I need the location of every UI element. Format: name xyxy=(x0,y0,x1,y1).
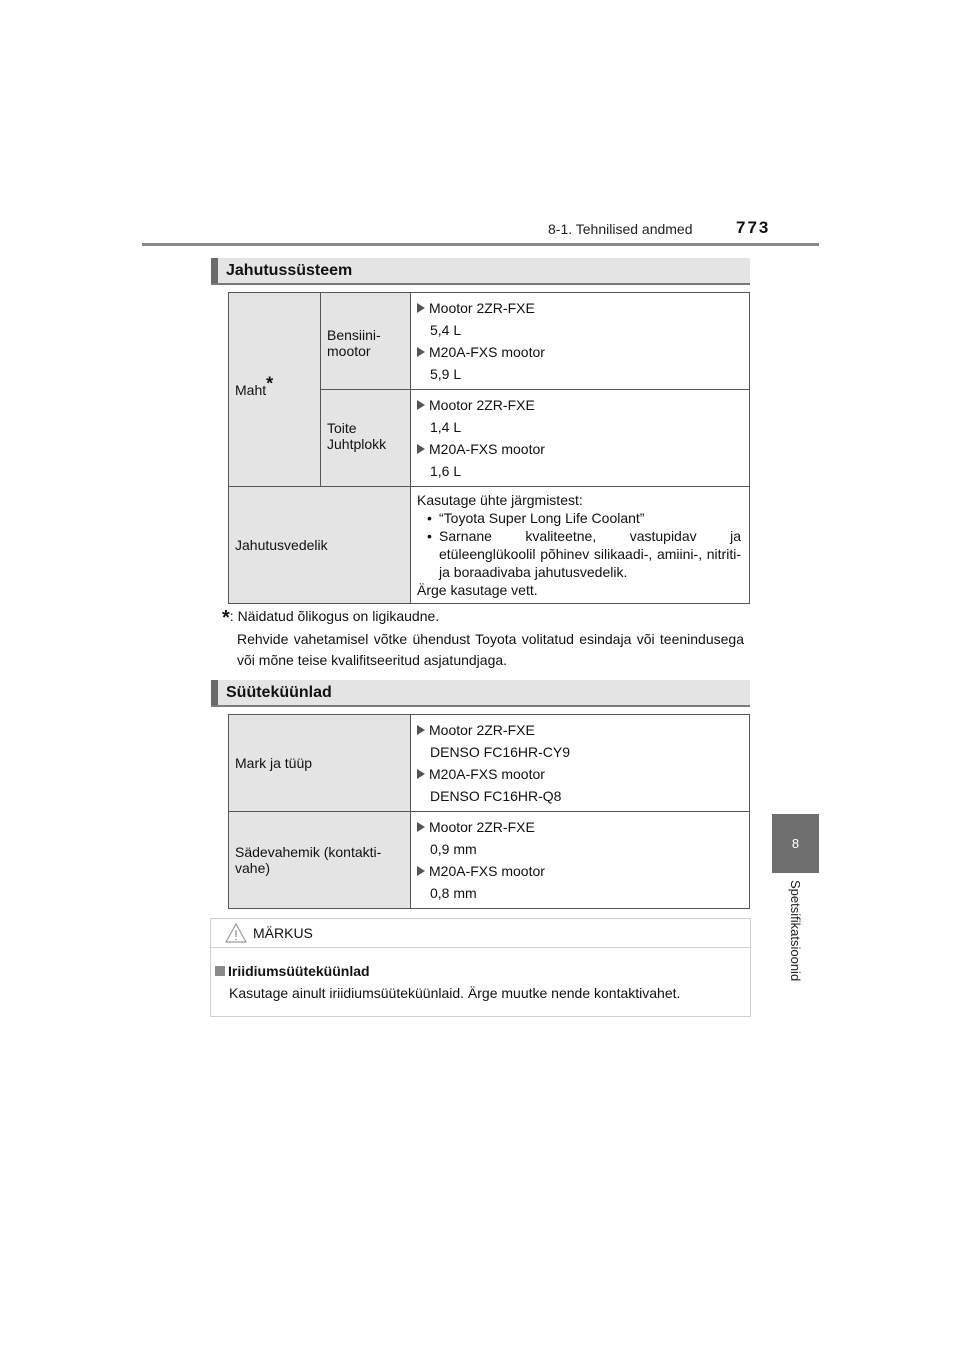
cooling-section-title: Jahutussüsteem xyxy=(226,261,353,279)
coolant-list-item: • “Toyota Super Long Life Coolant” xyxy=(417,509,741,527)
engine-row xyxy=(417,816,741,838)
coolant-values xyxy=(411,487,750,604)
coolant-label: Jahutusvedelik xyxy=(229,487,411,604)
heading-bar xyxy=(211,258,218,283)
notice-box xyxy=(210,918,751,1017)
footnote-line xyxy=(222,606,744,629)
notice-header xyxy=(211,919,750,948)
spark-plugs-section-heading xyxy=(211,680,750,707)
engine-row xyxy=(417,341,741,363)
engine-name: M20A-FXS mootor xyxy=(429,863,545,879)
engine-row xyxy=(417,719,741,741)
triangle-bullet-icon xyxy=(417,347,425,357)
triangle-bullet-icon xyxy=(417,444,425,454)
engine-row xyxy=(417,394,741,416)
engine-name: M20A-FXS mootor xyxy=(429,344,545,360)
plug-gap-value: 0,8 mm xyxy=(430,885,477,901)
capacity-value: 5,9 L xyxy=(430,366,462,382)
section-title: 8-1. Tehnilised andmed xyxy=(548,221,693,237)
capacity-value: 1,4 L xyxy=(430,419,462,435)
notice-item-text: Kasutage ainult iriidiumsüüteküünlaid. Ärge muutke nende kontaktivahet. xyxy=(229,985,681,1001)
capacity-footnote-mark: * xyxy=(266,372,274,393)
cooling-table xyxy=(228,292,750,604)
heading-bar xyxy=(211,680,218,705)
engine-name: Mootor 2ZR-FXE xyxy=(429,300,535,316)
triangle-bullet-icon xyxy=(417,866,425,876)
capacity-label: Maht xyxy=(235,381,267,398)
plug-gap-value: 0,9 mm xyxy=(430,841,477,857)
notice-item-heading xyxy=(215,960,750,982)
power-values xyxy=(411,390,750,487)
capacity-value: 1,6 L xyxy=(430,463,462,479)
coolant-note: Ärge kasutage vett. xyxy=(417,582,538,598)
coolant-list xyxy=(417,509,741,581)
triangle-bullet-icon xyxy=(417,400,425,410)
engine-row xyxy=(417,297,741,319)
engine-row xyxy=(417,438,741,460)
spark-plugs-table xyxy=(228,714,750,909)
triangle-bullet-icon xyxy=(417,303,425,313)
chapter-label xyxy=(772,880,819,1020)
notice-heading: MÄRKUS xyxy=(253,925,313,941)
notice-item-title: Iriidiumsüüteküünlad xyxy=(228,963,370,979)
capacity-label-cell xyxy=(229,293,321,487)
footnote xyxy=(222,606,744,671)
plug-type-value: DENSO FC16HR-CY9 xyxy=(430,744,571,760)
make-type-values xyxy=(411,715,750,812)
chapter-tab: 8 xyxy=(772,814,819,873)
footnote-continuation: Rehvide vahetamisel võtke ühendust Toyota volitatud esindaja või teenindusega või mõne teise kvalifitseeritud asjatundjaga. xyxy=(237,631,744,668)
engine-name: M20A-FXS mootor xyxy=(429,766,545,782)
engine-row xyxy=(417,763,741,785)
engine-name: Mootor 2ZR-FXE xyxy=(429,722,535,738)
coolant-list-item: • Sarnane kvaliteetne, vastupidav ja etüleenglükoolil põhinev silikaadi-, amiini-, nitriti- ja boraadivaba jahutusvedelik. xyxy=(417,527,741,581)
spark-plugs-section-title: Süüteküünlad xyxy=(226,683,332,701)
footnote-mark: * xyxy=(222,607,230,629)
make-type-label: Mark ja tüüp xyxy=(229,715,411,812)
plug-gap-values xyxy=(411,812,750,909)
notice-body xyxy=(211,948,750,1004)
gasoline-engine-label: Bensiini- mootor xyxy=(321,293,411,390)
triangle-bullet-icon xyxy=(417,822,425,832)
engine-name: Mootor 2ZR-FXE xyxy=(429,397,535,413)
gasoline-values xyxy=(411,293,750,390)
triangle-bullet-icon xyxy=(417,769,425,779)
chapter-label-text: Spetsifikatsioonid xyxy=(788,880,803,982)
warning-triangle-icon xyxy=(225,923,247,943)
power-control-unit-label: Toite Juhtplokk xyxy=(321,390,411,487)
square-bullet-icon xyxy=(215,966,225,976)
engine-row xyxy=(417,860,741,882)
plug-gap-label: Sädevahemik (kontakti- vahe) xyxy=(229,812,411,909)
engine-name: M20A-FXS mootor xyxy=(429,441,545,457)
header-rule xyxy=(142,243,819,246)
footnote-text: : Näidatud õlikogus on ligikaudne. xyxy=(229,608,440,624)
capacity-value: 5,4 L xyxy=(430,322,462,338)
engine-name: Mootor 2ZR-FXE xyxy=(429,819,535,835)
triangle-bullet-icon xyxy=(417,725,425,735)
plug-type-value: DENSO FC16HR-Q8 xyxy=(430,788,562,804)
coolant-intro: Kasutage ühte järgmistest: xyxy=(417,492,583,508)
cooling-section-heading xyxy=(211,258,750,285)
page-number: 773 xyxy=(736,218,771,237)
